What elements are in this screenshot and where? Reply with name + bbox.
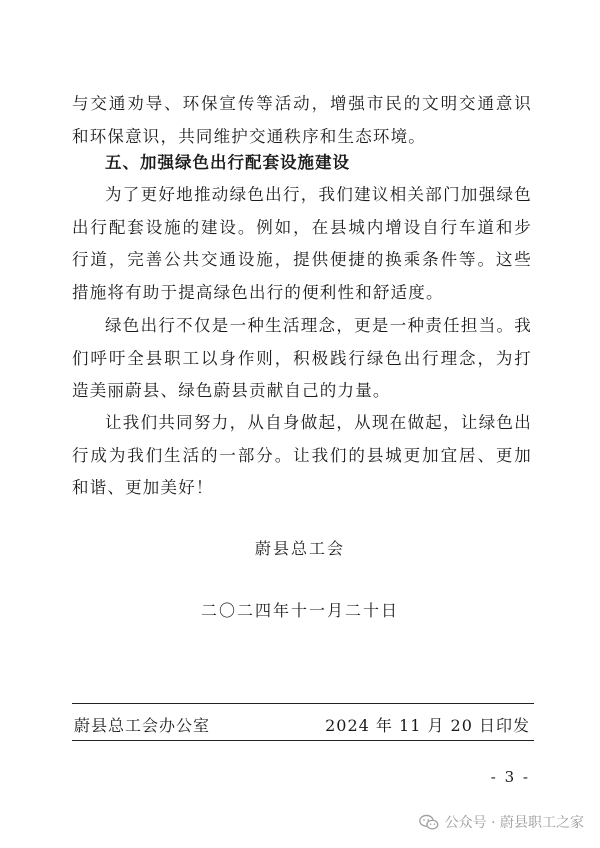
section-heading-5: 五、加强绿色出行配套设施建设 (105, 153, 350, 172)
signature-org: 蔚县总工会 (254, 539, 345, 558)
watermark (419, 812, 584, 832)
paragraph-facilities: 为了更好地推动绿色出行，我们建议相关部门加强绿色出行配套设施的建设。例如，在县城内增设自行车道和步行道，完善公共交通设施，提供便捷的换乘条件等。这些措施将有助于提高绿色出行的便利性和舒适度。 (72, 185, 532, 302)
paragraph-continuation: 与交通劝导、环保宣传等活动，增强市民的文明交通意识和环保意识，共同维护交通秩序和生态环境。 (72, 94, 532, 146)
signature-date: 二〇二四年十一月二十日 (200, 601, 399, 620)
paragraph-responsibility: 绿色出行不仅是一种生活理念，更是一种责任担当。我们呼吁全县职工以身作则，积极践行绿色出行理念，为打造美丽蔚县、绿色蔚县贡献自己的力量。 (72, 316, 532, 400)
wechat-official-account-icon (419, 814, 439, 831)
footer-issue-date: 2024 年 11 月 20 日印发 (325, 716, 530, 735)
footer-bottom-rule (72, 740, 534, 741)
page-number: - 3 - (490, 768, 530, 786)
footer-top-rule (72, 703, 534, 704)
paragraph-closing: 让我们共同努力，从自身做起，从现在做起，让绿色出行成为我们生活的一部分。让我们的县城更加宜居、更加和谐、更加美好！ (72, 413, 532, 497)
footer-office: 蔚县总工会办公室 (74, 716, 211, 735)
watermark-text: 公众号 · 蔚县职工之家 (444, 815, 584, 831)
